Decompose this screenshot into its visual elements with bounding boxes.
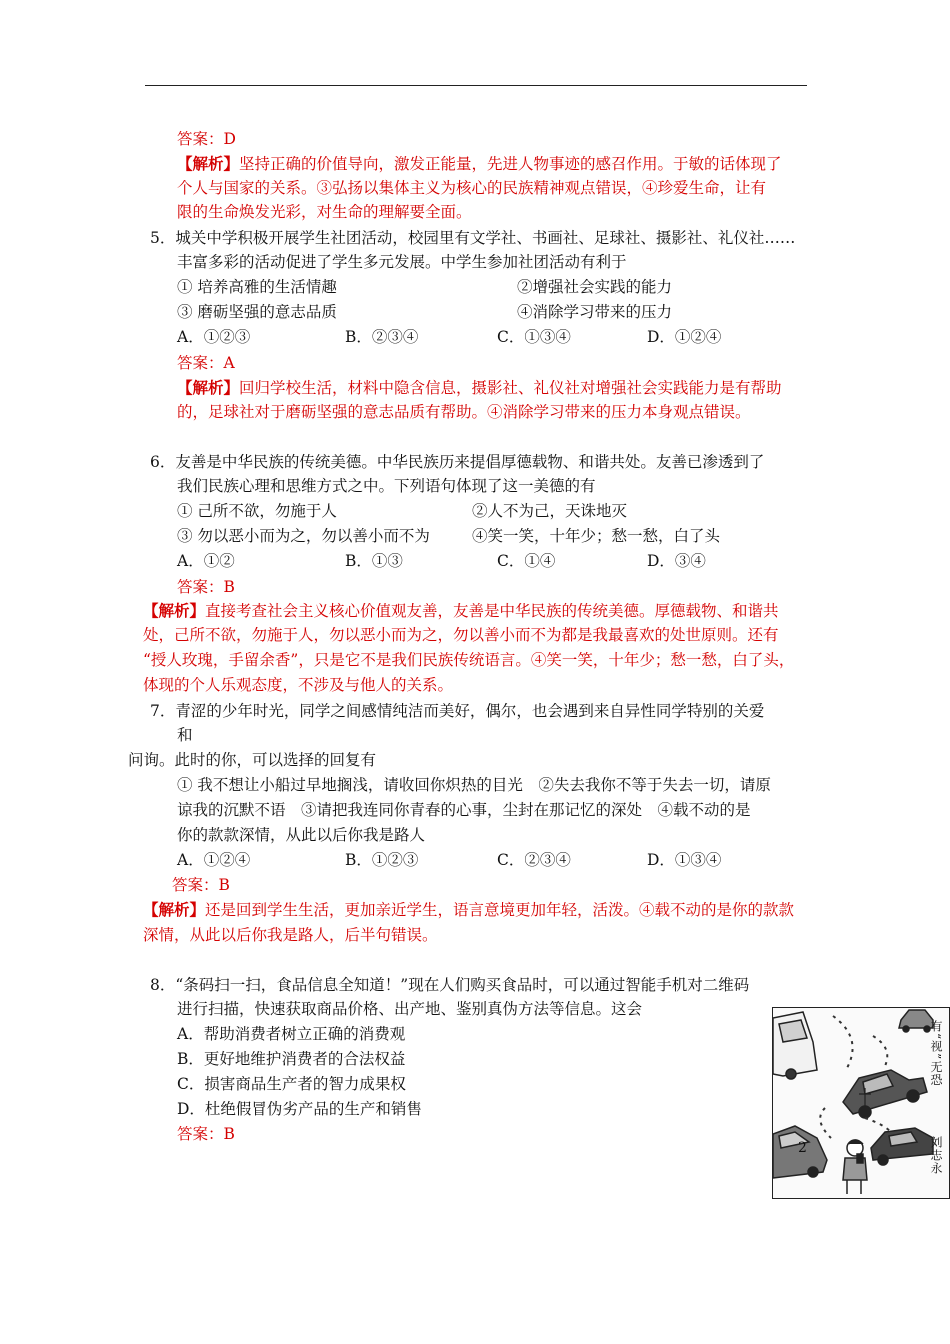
q6-analysis-line: 处，己所不欲，勿施于人，勿以恶小而为之，勿以善小而不为都是我最喜欢的处世原则。还有 <box>143 626 779 644</box>
q7-choice-b: B．①②③ <box>345 851 419 869</box>
q6-item: ③ 勿以恶小而为之，勿以善小而不为 <box>177 527 430 545</box>
prev-analysis-line: 个人与国家的关系。③弘扬以集体主义为核心的民族精神观点错误，④珍爱生命，让有 <box>177 179 767 197</box>
page-number: 2 <box>798 1140 807 1156</box>
q8-stem: 8．“条码扫一扫，食品信息全知道！”现在人们购买食品时，可以通过智能手机对二维码 <box>150 976 750 994</box>
car-middle-shape <box>843 1070 927 1118</box>
boy-shape <box>843 1140 867 1194</box>
q6-choice-d: D．③④ <box>647 552 706 570</box>
prev-answer: 答案：D <box>177 130 236 148</box>
cartoon-author: 刘志永 <box>929 1136 943 1175</box>
q5-stem: 5．城关中学积极开展学生社团活动，校园里有文学社、书画社、足球社、摄影社、礼仪社…… <box>150 229 796 247</box>
q5-choice-b: B．②③④ <box>345 328 419 346</box>
q7-stem: 问询。此时的你，可以选择的回复有 <box>128 751 377 769</box>
bus-shape <box>773 1012 817 1079</box>
q8-stem: 进行扫描，快速获取商品价格、出产地、鉴别真伪方法等信息。这会 <box>177 1000 643 1018</box>
q6-stem: 我们民族心理和思维方式之中。下列语句体现了这一美德的有 <box>177 477 596 495</box>
q6-item: ④笑一笑，十年少；愁一愁，白了头 <box>472 527 721 545</box>
q8-choice-b: B．更好地维护消费者的合法权益 <box>177 1050 406 1068</box>
q7-item: 谅我的沉默不语 ③请把我连同你青春的心事，尘封在那记忆的深处 ④载不动的是 <box>177 801 751 819</box>
car-top-shape <box>899 1010 933 1032</box>
q7-choice-a: A．①②④ <box>177 851 251 869</box>
q7-choice-d: D．①③④ <box>647 851 722 869</box>
q7-item: ① 我不想让小船过早地搁浅，请收回你炽热的目光 ②失去我你不等于失去一切，请原 <box>177 776 771 794</box>
car-right-shape <box>871 1128 933 1165</box>
q5-item: ① 培养高雅的生活情趣 <box>177 278 337 296</box>
prev-analysis-line: 【解析】坚持正确的价值导向，激发正能量，先进人物事迹的感召作用。于敏的话体现了 <box>177 154 782 173</box>
q5-item: ②增强社会实践的能力 <box>517 278 673 296</box>
q5-analysis-line: 的，足球社对于磨砺坚强的意志品质有帮助。④消除学习带来的压力本身观点错误。 <box>177 403 751 421</box>
q6-analysis-line: 体现的个人乐观态度，不涉及与他人的关系。 <box>143 676 454 694</box>
q8-choice-c: C．损害商品生产者的智力成果权 <box>177 1075 406 1093</box>
q8-choice-a: A．帮助消费者树立正确的消费观 <box>177 1025 406 1043</box>
q7-stem: 和 <box>177 726 193 744</box>
analysis-tag: 【解析】 <box>143 601 206 620</box>
q5-choice-c: C．①③④ <box>497 328 571 346</box>
q5-item: ④消除学习带来的压力 <box>517 303 673 321</box>
q5-choice-d: D．①②④ <box>647 328 722 346</box>
cartoon-illustration <box>772 1007 950 1199</box>
q7-choice-c: C．②③④ <box>497 851 571 869</box>
cartoon-title: 有“视”无恐 <box>929 1020 943 1087</box>
q6-stem: 6．友善是中华民族的传统美德。中华民族历来提倡厚德载物、和谐共处。友善已渗透到了 <box>150 453 765 471</box>
q6-item: ②人不为己，天诛地灭 <box>472 502 628 520</box>
q6-answer: 答案：B <box>177 578 235 596</box>
prev-analysis-line: 限的生命焕发光彩，对生命的理解要全面。 <box>177 203 472 221</box>
q7-stem: 7．青涩的少年时光，同学之间感情纯洁而美好，偶尔，也会遇到来自异性同学特别的关爱 <box>150 702 765 720</box>
q8-choice-d: D．杜绝假冒伪劣产品的生产和销售 <box>177 1100 422 1118</box>
q8-answer: 答案：B <box>177 1125 235 1143</box>
q7-answer: 答案：B <box>172 876 230 894</box>
analysis-tag: 【解析】 <box>177 154 240 173</box>
q5-stem: 丰富多彩的活动促进了学生多元发展。中学生参加社团活动有利于 <box>177 253 627 271</box>
analysis-tag: 【解析】 <box>143 900 206 919</box>
header-rule <box>145 85 807 86</box>
q5-choice-a: A．①②③ <box>177 328 251 346</box>
q5-analysis-line: 【解析】回归学校生活，材料中隐含信息，摄影社、礼仪社对增强社会实践能力是有帮助 <box>177 378 782 397</box>
q5-answer: 答案：A <box>177 354 235 372</box>
q7-item: 你的款款深情，从此以后你我是路人 <box>177 826 426 844</box>
q6-choice-c: C．①④ <box>497 552 556 570</box>
q5-item: ③ 磨砺坚强的意志品质 <box>177 303 337 321</box>
q6-choice-a: A．①② <box>177 552 235 570</box>
q7-analysis-line: 【解析】还是回到学生生活，更加亲近学生，语言意境更加年轻，活泼。④载不动的是你的款款 <box>143 900 795 919</box>
cartoon-drawing <box>773 1008 949 1198</box>
q6-item: ① 己所不欲，勿施于人 <box>177 502 337 520</box>
q7-analysis-line: 深情，从此以后你我是路人，后半句错误。 <box>143 926 438 944</box>
q6-analysis-line: 【解析】直接考查社会主义核心价值观友善，友善是中华民族的传统美德。厚德载物、和谐共 <box>143 601 779 620</box>
q6-analysis-line: “授人玫瑰，手留余香”，只是它不是我们民族传统语言。④笑一笑，十年少；愁一愁，白了头， <box>143 651 795 669</box>
analysis-tag: 【解析】 <box>177 378 240 397</box>
q6-choice-b: B．①③ <box>345 552 403 570</box>
